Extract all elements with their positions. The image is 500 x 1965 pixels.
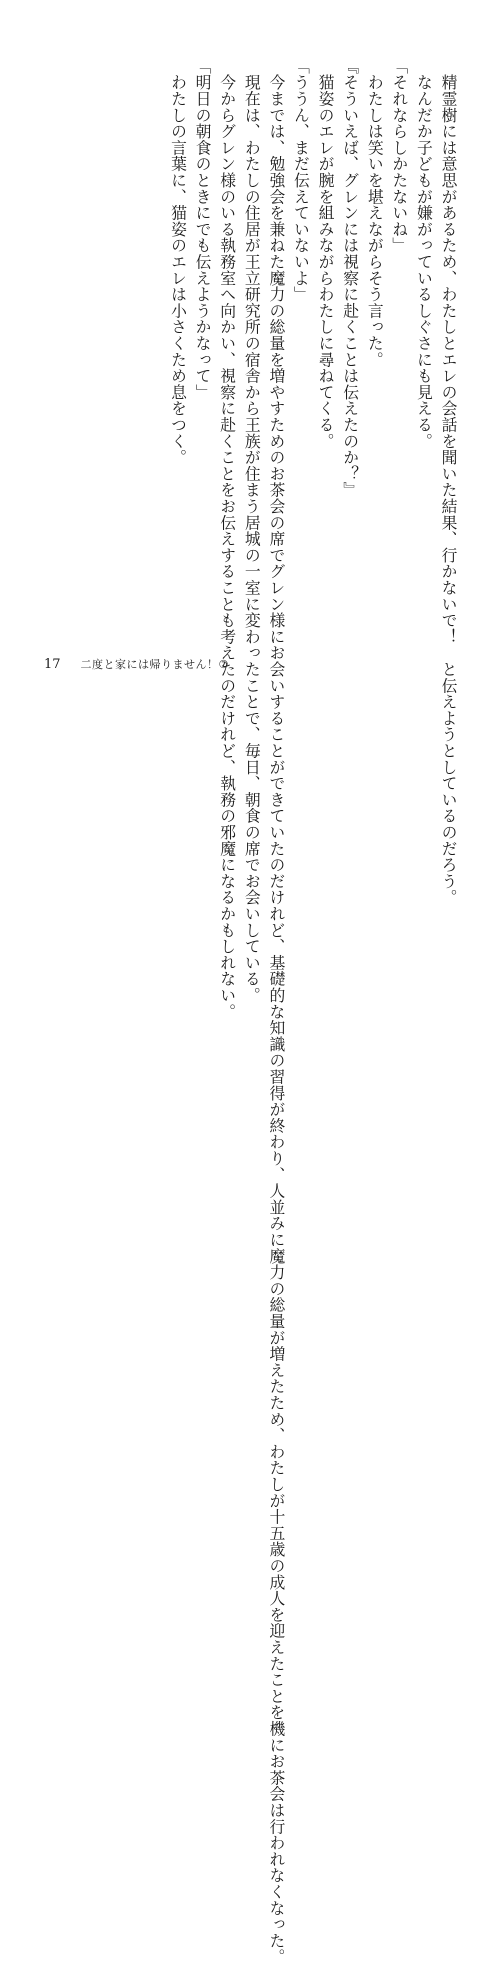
text-line: わたしの言葉に、猫姿のエレは小さくため息をつく。 (168, 58, 188, 466)
book-title: 二度と家には帰りません！⑦ (80, 658, 229, 671)
text-line: 今からグレン様のいる執務室へ向かい、視察に赴くことをお伝えすることも考えたのだけれど、執務の邪魔になるかもしれない。 (217, 58, 237, 1020)
page-number: 17 (44, 657, 61, 672)
text-line: 『そういえば、グレンには視察に赴くことは伝えたのか？』 (340, 58, 360, 499)
text-line: 「それならしかたないね」 (389, 58, 409, 254)
text-line: 精霊樹には意思があるため、わたしとエレの会話を聞いた結果、行かないで！ と伝えようとしているのだろう。 (439, 58, 458, 906)
text-line: 今までは、勉強会を兼ねた魔力の総量を増やすためのお茶会の席でグレン様にお会いすることができていたのだけれど、基礎的な知識の習得が終わり、人並みに魔力の総量が増えたため、わたしが十五歳の成人を迎えたことを機にお茶会は行われなくなった。 (266, 58, 286, 1965)
text-line: なんだか子どもが嫌がっているしぐさにも見える。 (414, 58, 434, 450)
text-line: 猫姿のエレが腕を組みながらわたしに尋ねてくる。 (316, 58, 336, 450)
page-footer (44, 656, 229, 676)
text-line: わたしは笑いを堪えながらそう言った。 (365, 58, 385, 368)
text-line: 「明日の朝食のときにでも伝えようかなって」 (193, 58, 213, 401)
text-line: 現在は、わたしの住居が王立研究所の宿舎から王族が住まう居城の一室に変わったことで、毎日、朝食の席でお会いしている。 (242, 58, 262, 1004)
text-line: 「ううん、まだ伝えていないよ」 (291, 58, 311, 303)
